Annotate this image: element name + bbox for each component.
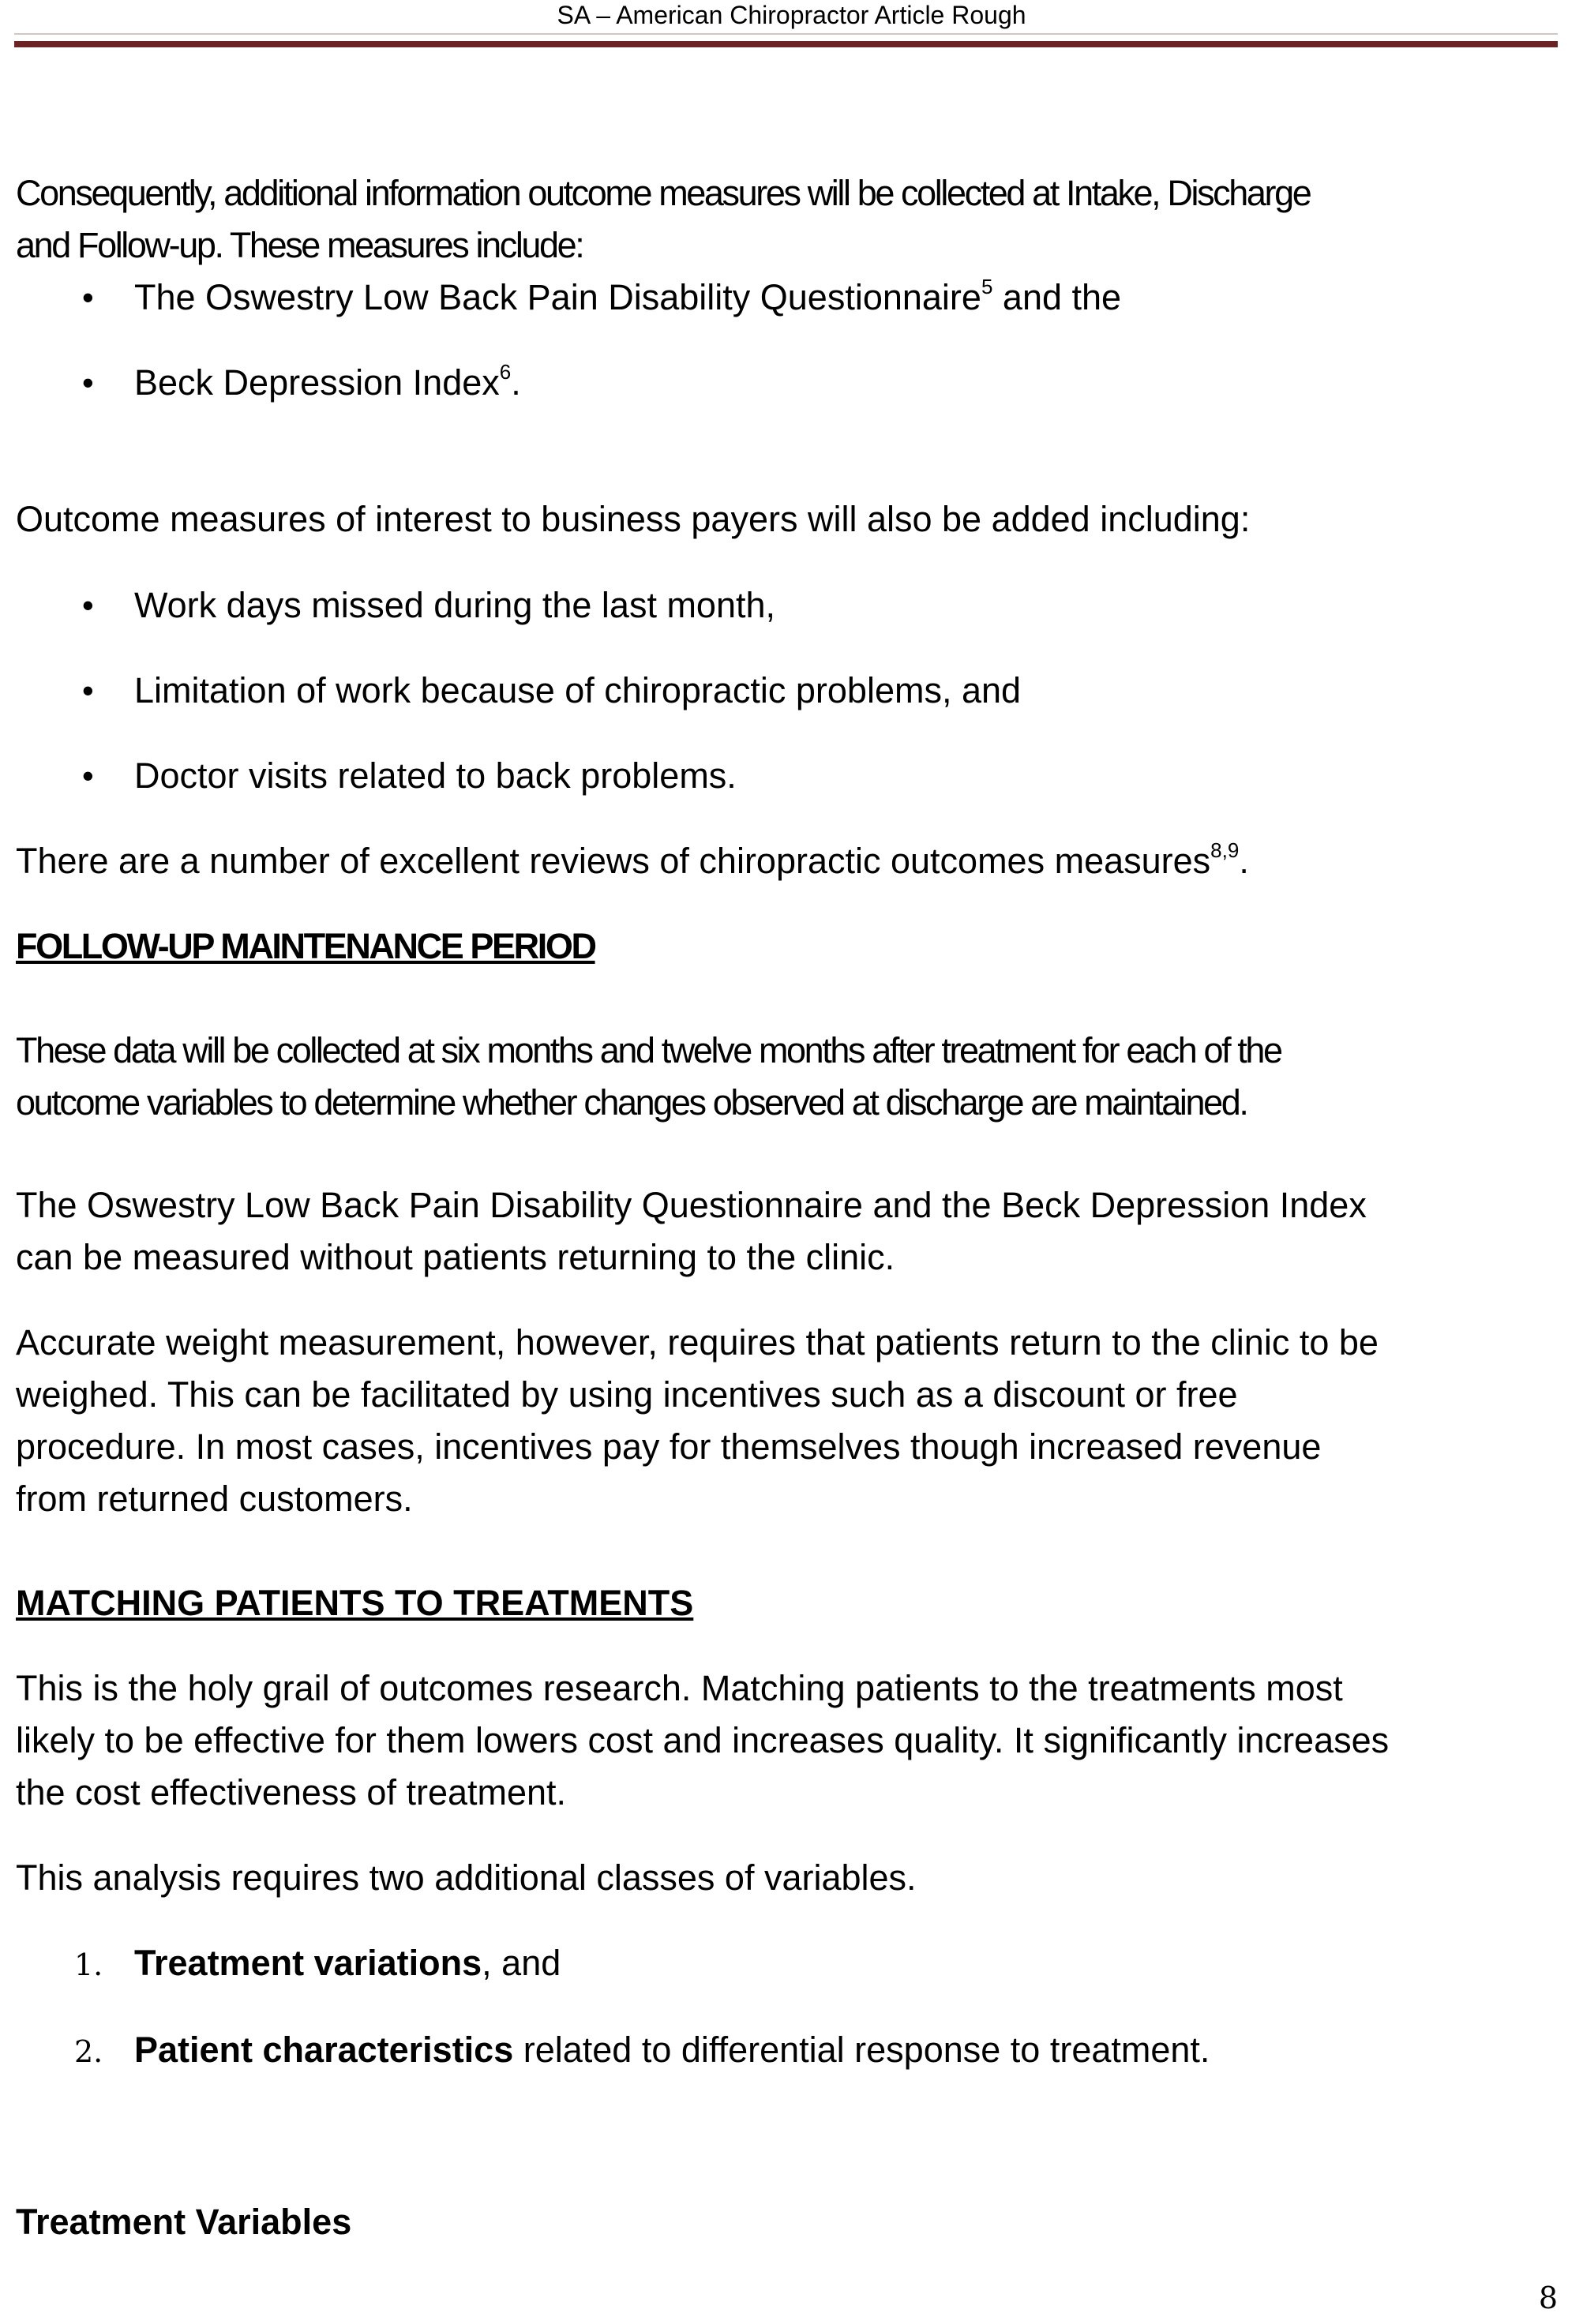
- paragraph-line: Outcome measures of interest to business payers will also be added including:: [16, 499, 1251, 539]
- header-rule-thick: [14, 41, 1558, 47]
- section-heading: FOLLOW-UP MAINTENANCE PERIOD: [16, 926, 595, 966]
- list-item: Beck Depression Index$^6$.: [134, 360, 521, 403]
- paragraph-line: can be measured without patients returning to the clinic.: [16, 1237, 895, 1277]
- page-header: [0, 0, 1583, 51]
- bullet-icon: •: [82, 757, 94, 794]
- list-item: Patient characteristics related to differential response to treatment.: [134, 2030, 1210, 2070]
- paragraph-line: Accurate weight measurement, however, requires that patients return to the clinic to be: [16, 1322, 1379, 1363]
- paragraph-line: likely to be effective for them lowers cost and increases quality. It significantly increases: [16, 1720, 1390, 1760]
- list-number: 1.: [74, 1947, 103, 1982]
- bullet-icon: •: [82, 364, 94, 401]
- bullet-icon: •: [82, 587, 94, 624]
- paragraph-line: There are a number of excellent reviews of chiropractic outcomes measures$^{8,9}$.: [16, 838, 1249, 881]
- paragraph-line: The Oswestry Low Back Pain Disability Questionnaire and the Beck Depression Index: [16, 1185, 1367, 1225]
- paragraph-line: outcome variables to determine whether changes observed at discharge are maintained.: [16, 1082, 1247, 1123]
- list-number: 2.: [74, 2034, 103, 2069]
- list-item: Work days missed during the last month,: [134, 585, 776, 625]
- list-item: Doctor visits related to back problems.: [134, 755, 737, 796]
- paragraph-line: weighed. This can be facilitated by using incentives such as a discount or free: [16, 1374, 1238, 1415]
- list-item: Limitation of work because of chiropractic problems, and: [134, 670, 1022, 710]
- paragraph-line: This is the holy grail of outcomes research. Matching patients to the treatments most: [16, 1668, 1343, 1708]
- paragraph-line: This analysis requires two additional classes of variables.: [16, 1857, 917, 1898]
- list-item: The Oswestry Low Back Pain Disability Questionnaire$^5$ and the: [134, 275, 1122, 317]
- header-title: SA – American Chiropractor Article Rough: [557, 1, 1026, 29]
- paragraph-line: procedure. In most cases, incentives pay for themselves though increased revenue: [16, 1426, 1322, 1467]
- paragraph-line: from returned customers.: [16, 1479, 413, 1519]
- bullet-icon: •: [82, 672, 94, 709]
- header-rule-thin: [14, 33, 1558, 35]
- paragraph-line: and Follow-up. These measures include:: [16, 225, 583, 265]
- list-item: Treatment variations, and: [134, 1943, 561, 1983]
- paragraph-line: Consequently, additional information outcome measures will be collected at Intake, Discharge: [16, 173, 1311, 213]
- paragraph-line: the cost effectiveness of treatment.: [16, 1772, 567, 1812]
- section-heading: MATCHING PATIENTS TO TREATMENTS: [16, 1583, 694, 1623]
- page-number: 8: [1538, 2281, 1558, 2315]
- bullet-icon: •: [82, 279, 94, 316]
- section-heading: Treatment Variables: [16, 2202, 352, 2242]
- paragraph-line: These data will be collected at six months and twelve months after treatment for each of the: [16, 1030, 1281, 1070]
